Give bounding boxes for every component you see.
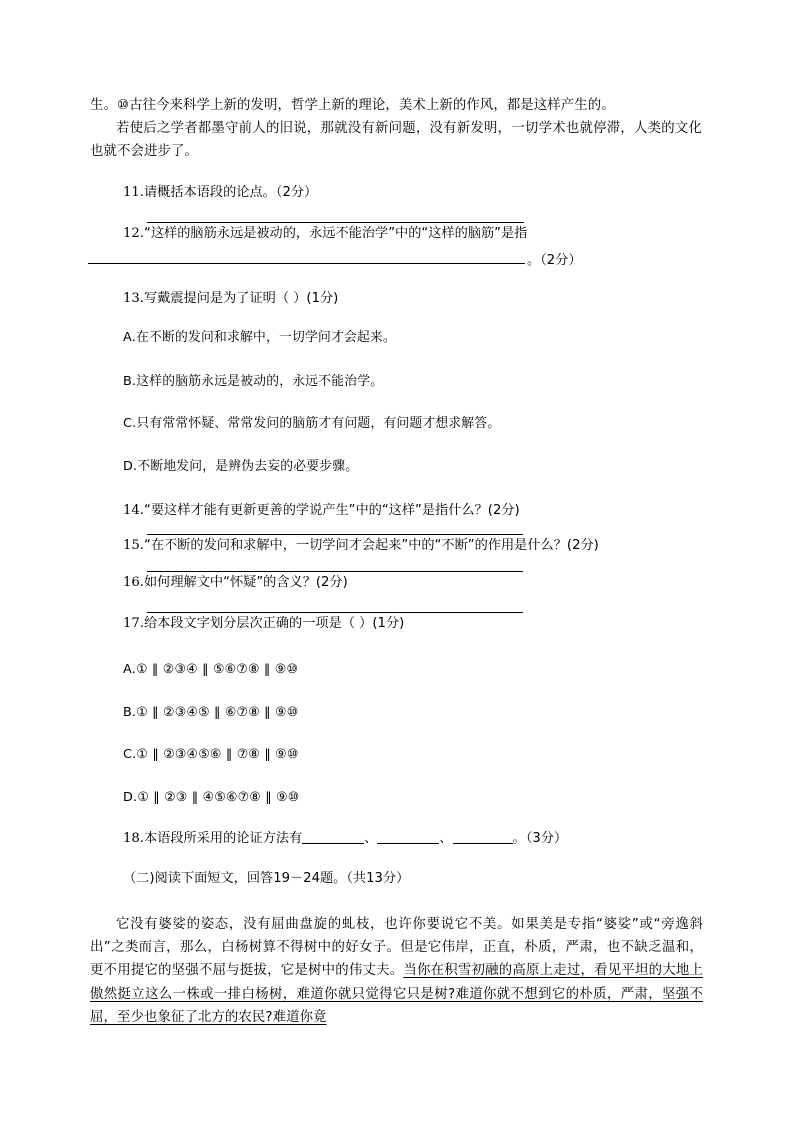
passage-bottom-plain: 它没有婆娑的姿态，没有屈曲盘旋的虬枝，也许你要说它不美。如果美是专指“婆娑”或“旁逸斜出”之类而言，那么，白杨树算不得树中的好女子。但是它伟岸，正直，朴质，严肃，也不缺乏温和，更不用提它的坚强不屈与挺拔，它是树中的伟丈夫。 (90, 917, 703, 979)
question-14 (123, 500, 705, 521)
passage-bottom-underlined: 当你在积雪初融的高原上走过，看见平坦的大地上傲然挺立这么一株或一排白杨树，难道你就只觉得它只是树?难道你就不想到它的朴质，严肃，坚强不屈，至少也象征了北方的农民?难道你竟 (90, 963, 703, 1025)
question-17 (123, 613, 703, 634)
question-17-option-b[interactable]: B.① ‖ ②③④⑤ ‖ ⑥⑦⑧ ‖ ⑨⑩ (123, 705, 299, 720)
question-15-text: “在不断的发问和求解中，一切学问才会起来”中的“不断”的作用是什么？(2分) (143, 538, 599, 553)
question-17-option-c[interactable]: C.① ‖ ②③④⑤⑥ ‖ ⑦⑧ ‖ ⑨⑩ (123, 747, 299, 762)
question-17-number: 17. (123, 616, 144, 631)
question-13-option-d[interactable]: D.不断地发问，是辨伪去妄的必要步骤。 (123, 459, 359, 474)
question-13-option-c[interactable]: C.只有常常怀疑、常常发问的脑筋才有问题，有问题才想求解答。 (123, 416, 501, 431)
question-13 (123, 288, 703, 309)
question-17-option-a[interactable]: A.① ‖ ②③④ ‖ ⑤⑥⑦⑧ ‖ ⑨⑩ (123, 662, 299, 677)
question-11-text: 请概括本语段的论点。（2分） (143, 185, 318, 200)
question-13-option-a[interactable]: A.在不断的发问和求解中，一切学问才会起来。 (123, 330, 396, 345)
question-13-number: 13. (123, 291, 144, 306)
question-13-option-b[interactable]: B.这样的脑筋永远是被动的，永远不能治学。 (123, 374, 384, 389)
question-18-blank-3[interactable] (453, 843, 513, 844)
section-heading-part-two: （二)阅读下面短文，回答19－24题。（共13分） (123, 871, 410, 886)
passage-top-paragraph2: 若使后之学者都墨守前人的旧说，那就没有新问题，没有新发明，一切学术也就停滞，人类的文化也就不会进步了。 (90, 121, 702, 160)
question-16 (123, 572, 703, 593)
question-18-separator-2: 、 (439, 831, 453, 846)
question-15-number: 15. (123, 538, 144, 553)
question-13-text: 写戴震提问是为了证明（ ）(1分) (143, 291, 339, 306)
question-18-number: 18. (123, 831, 144, 846)
passage-top-line1: 生。⑩古往今来科学上新的发明，哲学上新的理论，美术上新的作风，都是这样产生的。 (90, 98, 615, 113)
question-12-text: “这样的脑筋永远是被动的，永远不能治学”中的“这样的脑筋”是指 (143, 226, 528, 241)
question-16-text: 如何理解文中“怀疑”的含义？(2分) (143, 575, 348, 590)
question-17-option-d[interactable]: D.① ‖ ②③ ‖ ④⑤⑥⑦⑧ ‖ ⑨⑩ (123, 790, 300, 805)
question-12 (123, 223, 703, 244)
question-18-separator-1: 、 (364, 831, 378, 846)
question-15 (123, 535, 705, 556)
question-18-blank-2[interactable] (377, 843, 439, 844)
question-18-prefix: 本语段所采用的论证方法有 (143, 831, 303, 846)
question-18 (123, 828, 703, 849)
question-11-number: 11. (123, 185, 144, 200)
question-17-text: 给本段文字划分层次正确的一项是（ ）(1分) (143, 616, 405, 631)
question-14-number: 14. (123, 503, 144, 518)
question-12-number: 12. (123, 226, 144, 241)
answer-line-12[interactable] (88, 263, 525, 264)
question-16-number: 16. (123, 575, 144, 590)
question-12-tail: 。（2分） (527, 253, 582, 268)
question-14-text: “要这样才能有更新更善的学说产生”中的“这样”是指什么？(2分) (143, 503, 520, 518)
question-11 (123, 182, 703, 203)
question-18-blank-1[interactable] (302, 843, 364, 844)
passage-bottom (90, 913, 703, 1029)
question-18-tail: 。（3分） (512, 831, 568, 846)
